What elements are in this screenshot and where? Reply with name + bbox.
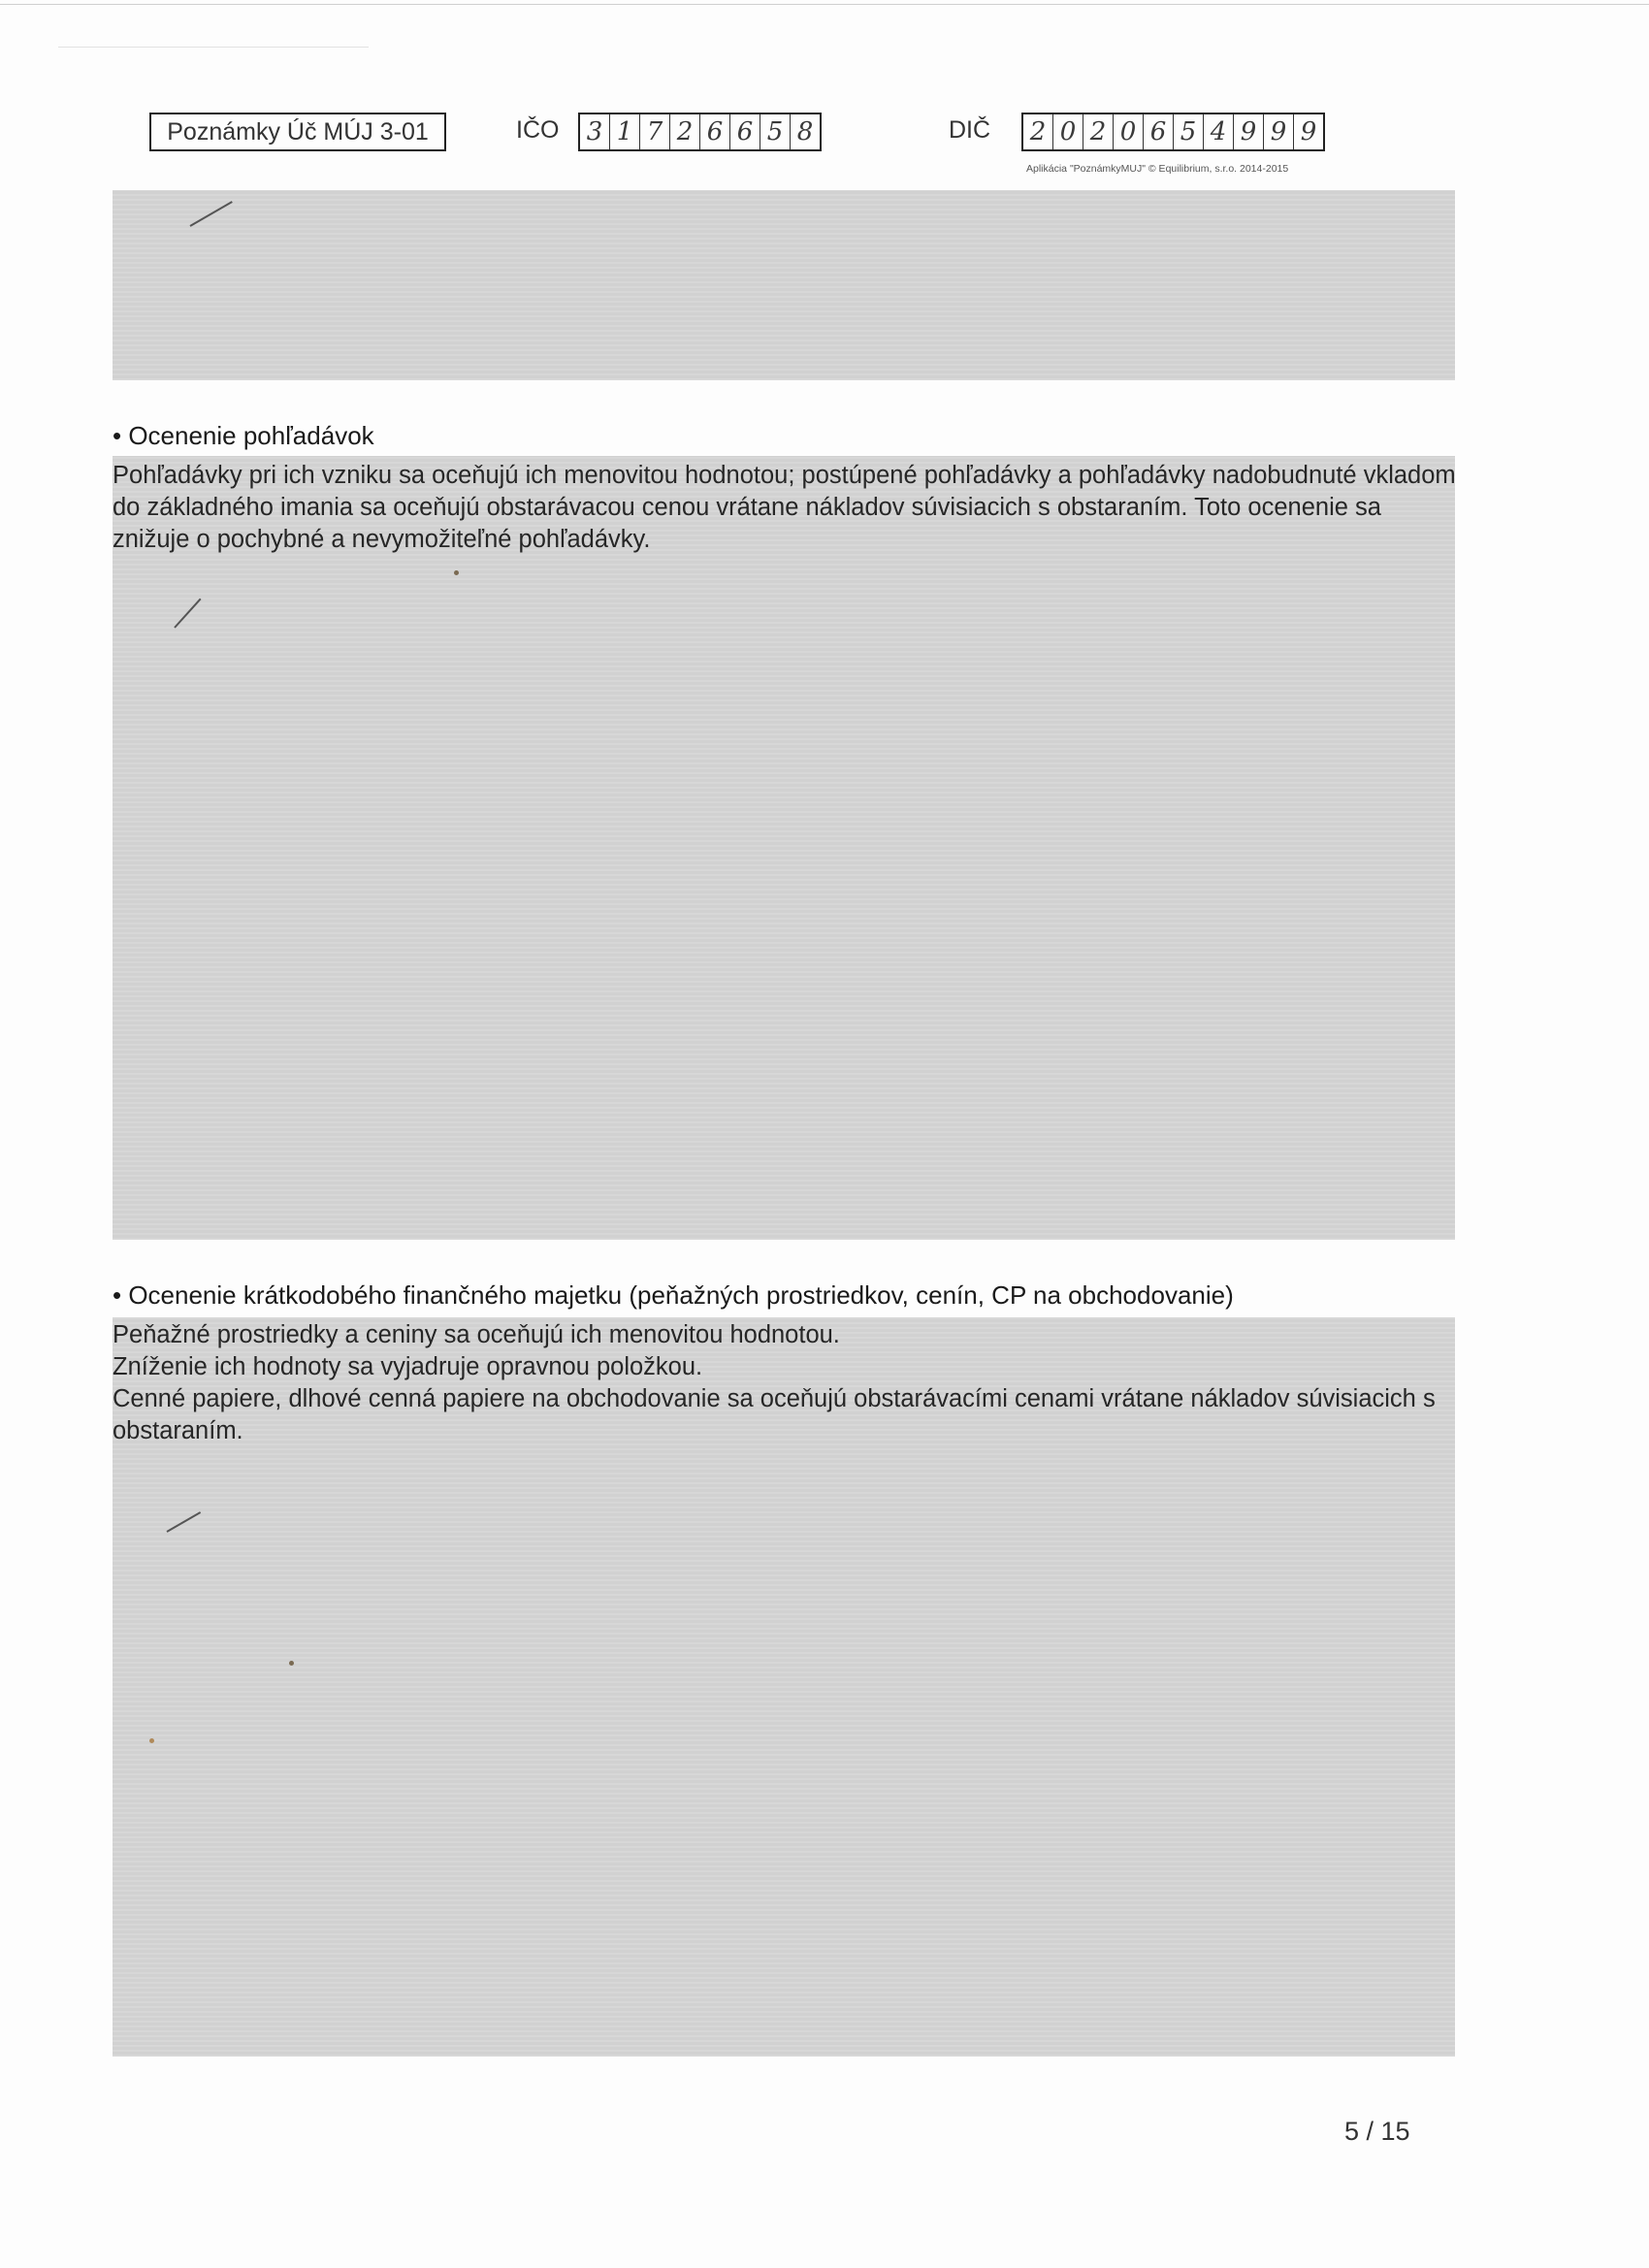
dic-digit: 0 [1053,114,1083,149]
scan-edge-line [58,47,369,48]
form-label [149,113,446,151]
scan-speck [149,1738,154,1743]
section-heading: • Ocenenie pohľadávok [113,421,374,450]
scan-speck [454,570,459,575]
section-paragraph: Peňažné prostriedky a ceniny sa oceňujú ich menovitou hodnotou. [113,1321,840,1348]
dic-digit: 9 [1300,117,1317,146]
dic-digit: 4 [1204,114,1234,149]
dic-digit: 9 [1264,114,1294,149]
ico-digit: 2 [670,114,700,149]
section-body [113,460,1461,556]
dic-digit: 2 [1083,114,1114,149]
section-body [113,1319,1461,1447]
app-credit: Aplikácia "PoznámkyMUJ" © Equilibrium, s.r.o. 2014-2015 [1026,163,1289,175]
section-paragraph: Cenné papiere, dlhové cenná papiere na obchodovanie sa oceňujú obstarávacími cenami vrátane nákladov súvisiacich s obstaraním. [113,1385,1436,1444]
dic-digit: 0 [1114,114,1144,149]
dic-digit: 2 [1023,114,1053,149]
ico-digit: 1 [610,114,640,149]
dic-digit: 5 [1174,114,1204,149]
dic-digit: 9 [1234,114,1264,149]
section-heading: • Ocenenie krátkodobého finančného majetku (peňažných prostriedkov, cenín, CP na obchodovanie) [113,1280,1234,1310]
ico-digit: 6 [730,114,760,149]
shaded-blank-area [113,190,1455,380]
dic-label: DIČ [949,116,991,144]
page-number: 5 / 15 [1344,2117,1410,2146]
section-paragraph: Zníženie ich hodnoty sa vyjadruje opravnou položkou. [113,1353,703,1380]
ico-digit: 5 [760,114,791,149]
scan-edge-line [0,4,1649,5]
ico-digit: 3 [580,114,610,149]
section-paragraph: Pohľadávky pri ich vzniku sa oceňujú ich menovitou hodnotou; postúpené pohľadávky a pohľadávky nadobudnuté vkladom do základného imania sa oceňujú obstarávacou cenou vrátane nákladov súvisiacich s obstaraním. Toto ocenenie sa znižuje o pochybné a nevymožiteľné pohľadávky. [113,462,1456,553]
ico-digit: 6 [700,114,730,149]
shaded-text-area [113,456,1455,1240]
form-label-text: Poznámky Úč MÚJ 3-01 [167,117,429,146]
ico-digit: 7 [640,114,670,149]
dic-digit-boxes [1021,113,1325,151]
ico-label: IČO [516,116,560,144]
dic-digit: 6 [1144,114,1174,149]
ico-digit: 8 [796,117,814,146]
ico-digit-boxes [578,113,822,151]
scan-speck [289,1661,294,1666]
